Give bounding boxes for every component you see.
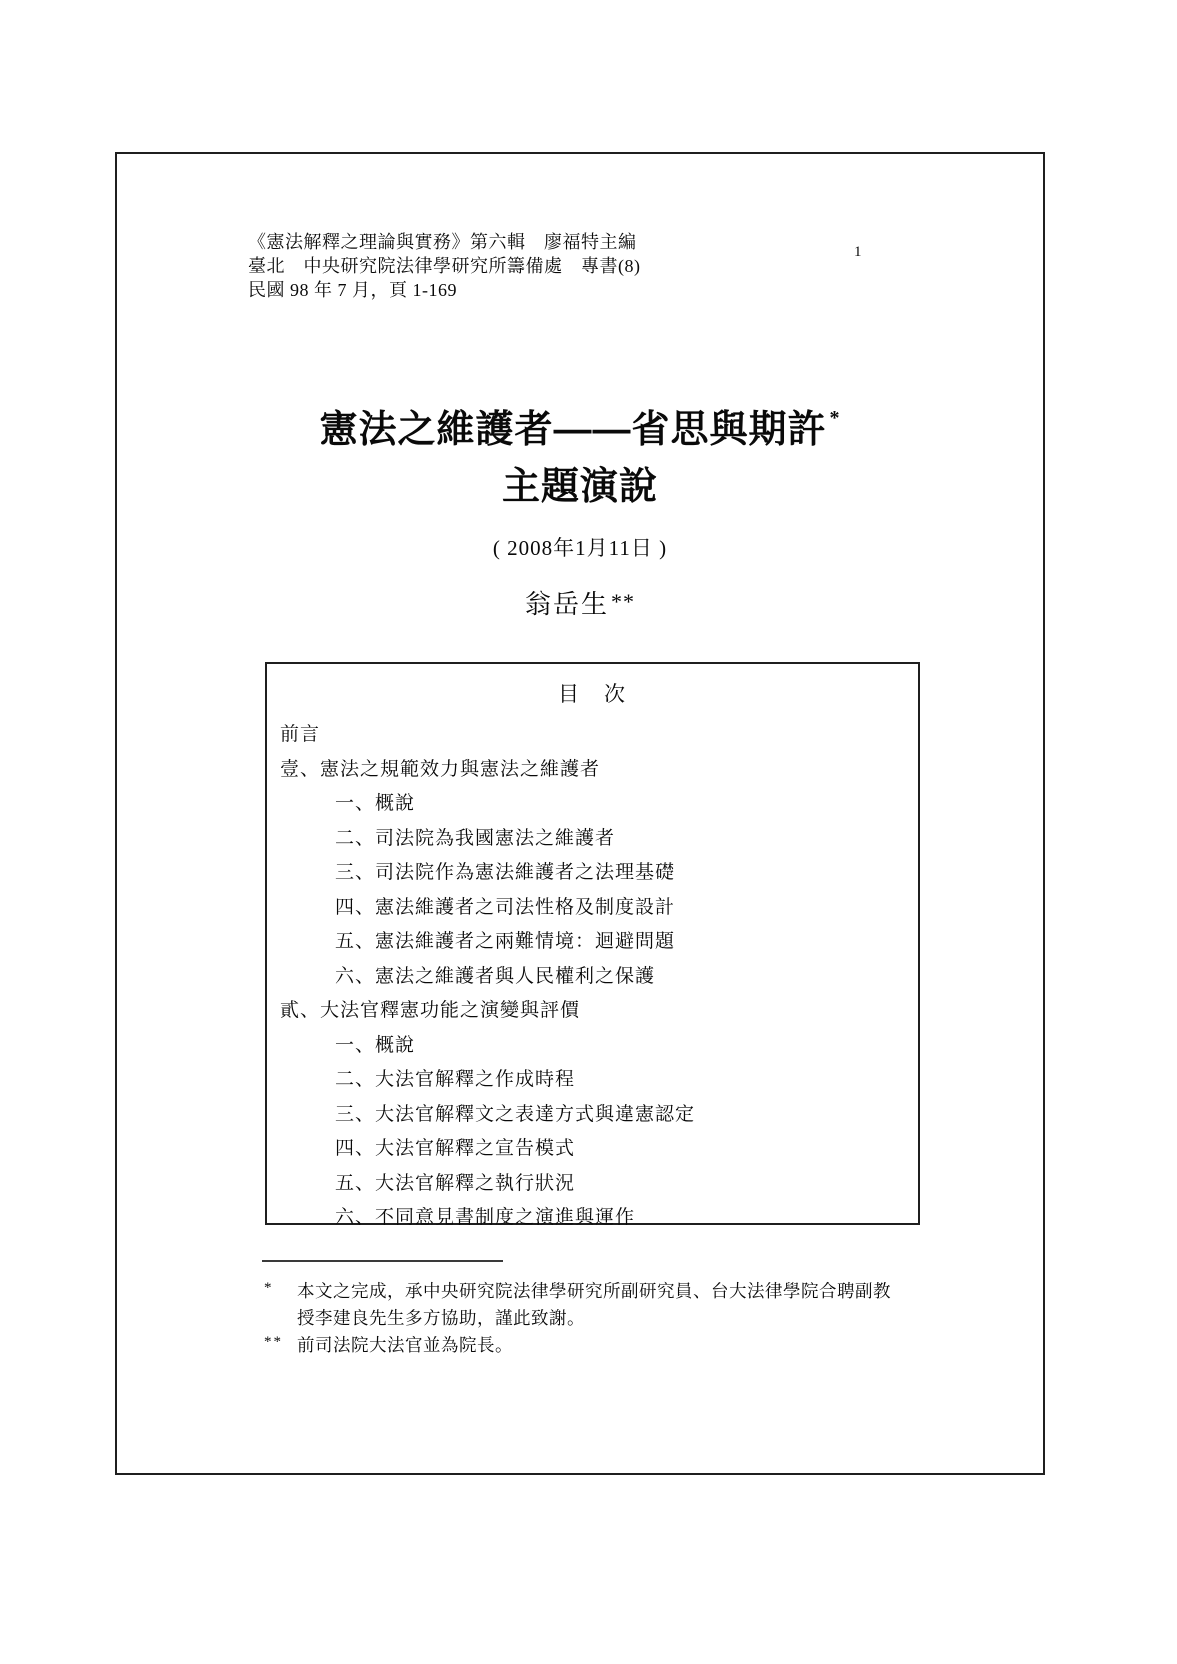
toc-list [267,718,918,1236]
toc-item: 二、大法官解釋之作成時程 [335,1069,576,1090]
toc-item: 六、憲法之維護者與人民權利之保護 [335,965,656,987]
toc-item: 四、憲法維護者之司法性格及制度設計 [335,896,676,918]
toc-item: 二、司法院為我國憲法之維護者 [335,827,616,849]
toc-item: 一、概說 [335,793,416,814]
title-block [117,390,1043,516]
author-name: 翁岳生 [524,590,609,619]
toc-heading: 目 次 [558,682,627,706]
toc-item: 五、憲法維護者之兩難情境：迴避問題 [335,931,676,952]
toc-item: 四、大法官解釋之宣告模式 [335,1138,576,1159]
toc-item: 壹、憲法之規範效力與憲法之維護者 [280,758,601,780]
subtitle: 主題演說 [501,466,658,508]
page-number: 1 [854,244,862,260]
publication-series-line: 《憲法解釋之理論與實務》第六輯 廖福特主編 [248,232,637,252]
toc-item: 六、不同意見書制度之演進與運作 [335,1207,636,1228]
publication-header [248,230,641,302]
author-footnote-marker: ** [611,589,635,614]
footnote-text: 本文之完成，承中央研究院法律學研究所副研究員、台大法律學院合聘副教授李建良先生多方協助，謹此致謝。 [297,1281,891,1328]
toc-item: 三、大法官解釋文之表達方式與違憲認定 [335,1103,696,1125]
footnote-item [263,1278,895,1332]
author-line [117,584,1043,621]
footnote-separator [262,1260,503,1262]
main-title [117,390,1043,459]
publication-date-pages-line: 民國 98 年 7 月，頁 1-169 [248,280,457,300]
main-title-text: 憲法之維護者——省思與期許 [319,409,827,451]
footnote-marker: * [264,1280,274,1296]
lecture-date: ( 2008年1月11日 ) [492,536,668,560]
footnote-item [263,1332,895,1359]
toc-item: 一、概說 [335,1034,416,1056]
title-footnote-marker: * [829,407,841,429]
toc-item: 前言 [280,724,321,745]
publication-publisher-line: 臺北 中央研究院法律學研究所籌備處 專書(8) [248,256,641,276]
footnote-marker: ** [264,1334,283,1350]
footnote-section [263,1278,895,1359]
footnote-text: 前司法院大法官並為院長。 [297,1335,513,1355]
toc-box [265,662,920,1228]
toc-item: 五、大法官解釋之執行狀況 [335,1172,576,1194]
toc-item: 三、司法院作為憲法維護者之法理基礎 [335,862,676,883]
toc-item: 貳、大法官釋憲功能之演變與評價 [280,1000,581,1021]
document-page [115,152,1045,1475]
